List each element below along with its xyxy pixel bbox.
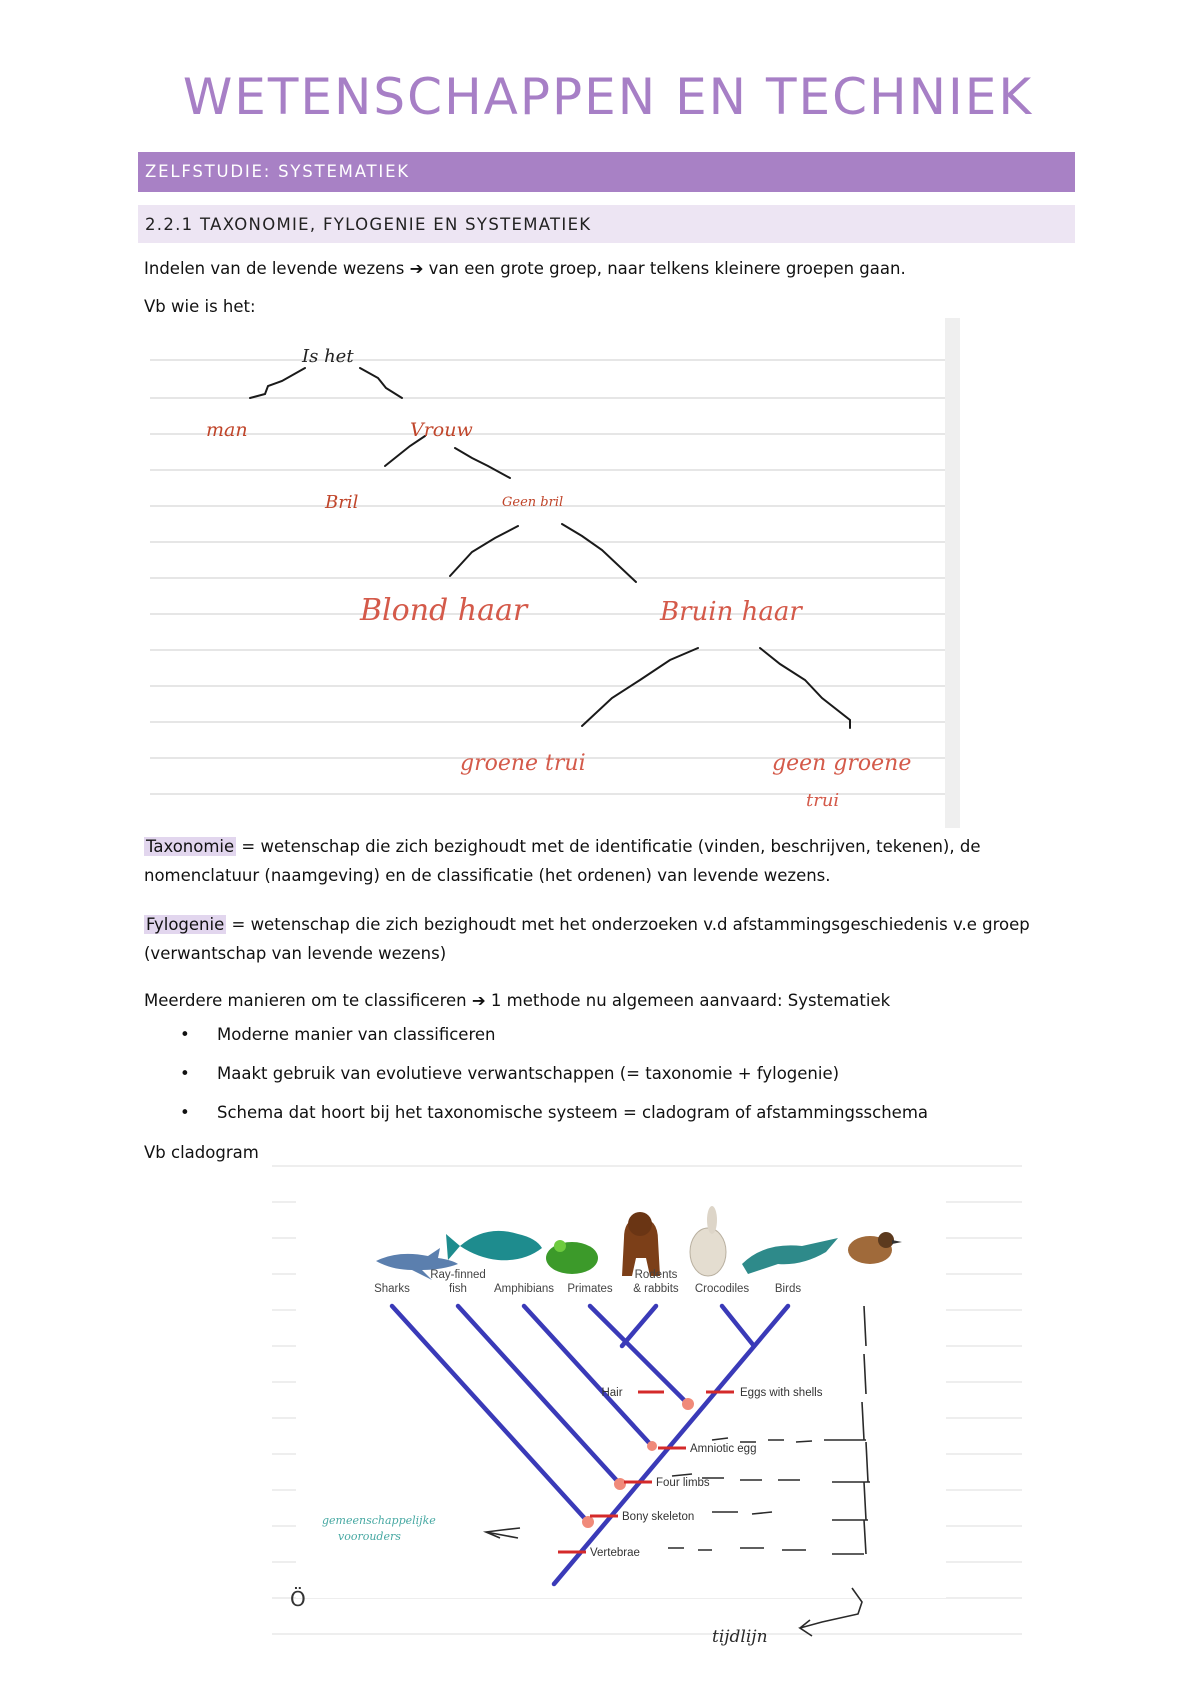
cladogram-figure	[272, 1158, 1022, 1678]
methods-text-a: Meerdere manieren om te classificeren	[144, 991, 472, 1010]
systematiek-bullet-list	[180, 1020, 928, 1137]
tree-root-label: Is het	[302, 346, 354, 367]
taxon-label-crocodiles: Crocodiles	[694, 1283, 750, 1295]
tree-node-trui: trui	[806, 790, 840, 811]
list-item-text: Maakt gebruik van evolutieve verwantschappen (= taxonomie + fylogenie)	[217, 1064, 840, 1083]
example-cladogram-label: Vb cladogram	[144, 1143, 259, 1162]
tree-node-man: man	[206, 419, 248, 441]
fylogenie-term: Fylogenie	[146, 915, 225, 934]
tree-node-blond-haar: Blond haar	[360, 593, 528, 628]
trait-label-four-limbs: Four limbs	[656, 1477, 710, 1489]
list-item-text: Moderne manier van classificeren	[217, 1025, 496, 1044]
taxonomie-definition-1: = wetenschap die zich bezighoudt met de identificatie (vinden, beschrijven, tekenen), de	[236, 837, 981, 856]
page-title: WETENSCHAPPEN EN TECHNIEK	[182, 68, 1034, 126]
fylogenie-paragraph	[144, 910, 1030, 968]
trait-label-eggs-with-shells: Eggs with shells	[740, 1387, 823, 1399]
list-item-text: Schema dat hoort bij het taxonomische systeem = cladogram of afstammingsschema	[217, 1103, 929, 1122]
taxon-label-fish: fish	[449, 1283, 467, 1295]
trait-label-bony-skeleton: Bony skeleton	[622, 1511, 695, 1523]
taxon-label-rabbits: & rabbits	[633, 1283, 679, 1295]
fylogenie-definition-1: = wetenschap die zich bezighoudt met het onderzoeken v.d afstammingsgeschiedenis v.e groep	[226, 915, 1030, 934]
taxonomie-term: Taxonomie	[146, 837, 235, 856]
decision-tree-figure	[150, 318, 960, 828]
intro-text-a: Indelen van de levende wezens	[144, 259, 410, 278]
taxon-label-sharks: Sharks	[374, 1283, 410, 1295]
subsection-banner: 2.2.1 TAXONOMIE, FYLOGENIE EN SYSTEMATIEK	[138, 205, 1075, 243]
example-tree-label: Vb wie is het:	[144, 297, 256, 316]
intro-line	[144, 254, 906, 283]
list-item	[180, 1020, 928, 1059]
taxon-label-rodents: Rodents	[634, 1269, 678, 1281]
list-item	[180, 1098, 928, 1137]
note-common-ancestors-1: gemeenschappelijke	[322, 1514, 436, 1527]
taxon-label-ray-finned: Ray-finned	[430, 1269, 486, 1281]
tree-node-vrouw: Vrouw	[410, 419, 473, 441]
bullet-icon: •	[180, 1064, 190, 1083]
tree-node-bril: Bril	[325, 492, 359, 513]
bullet-icon: •	[180, 1103, 190, 1122]
methods-text-b: 1 methode nu algemeen aanvaard: Systematiek	[485, 991, 891, 1010]
taxon-label-birds: Birds	[774, 1283, 802, 1295]
tree-node-bruin-haar: Bruin haar	[660, 597, 802, 627]
tree-node-groene-trui: groene trui	[460, 751, 586, 776]
list-item	[180, 1059, 928, 1098]
taxonomie-paragraph	[144, 832, 980, 890]
bullet-icon: •	[180, 1025, 190, 1044]
arrow-icon: ➔	[409, 259, 424, 278]
fylogenie-definition-2: (verwantschap van levende wezens)	[144, 944, 447, 963]
arrow-icon: ➔	[471, 991, 486, 1010]
note-timeline: tijdlijn	[712, 1627, 768, 1647]
methods-line	[144, 986, 890, 1015]
trait-label-vertebrae: Vertebrae	[590, 1547, 640, 1559]
tree-node-geen-groene: geen groene	[772, 751, 912, 776]
trait-label-hair: Hair	[601, 1387, 623, 1399]
section-banner: ZELFSTUDIE: SYSTEMATIEK	[138, 152, 1075, 192]
trait-label-amniotic-egg: Amniotic egg	[690, 1443, 757, 1455]
intro-text-b: van een grote groep, naar telkens kleinere groepen gaan.	[423, 259, 906, 278]
note-common-ancestors-2: voorouders	[338, 1530, 401, 1543]
rabbit-icon	[690, 1228, 726, 1276]
figure-marker: Ö	[290, 1587, 306, 1611]
taxonomie-definition-2: nomenclatuur (naamgeving) en de classificatie (het ordenen) van levende wezens.	[144, 866, 831, 885]
taxon-label-primates: Primates	[567, 1283, 613, 1295]
frog-icon	[546, 1242, 598, 1274]
tree-node-geen-bril: Geen bril	[502, 495, 564, 510]
taxon-label-amphibians: Amphibians	[493, 1283, 555, 1295]
